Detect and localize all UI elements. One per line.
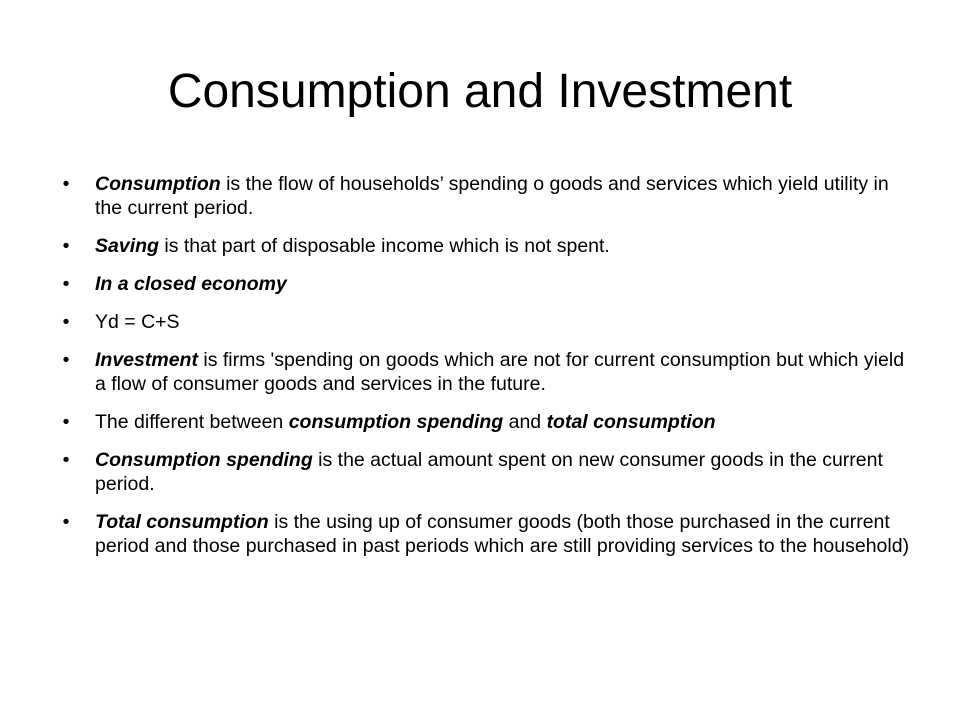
bullet-icon: • [62,411,70,433]
bullet-item [62,172,912,220]
bullet-term: Saving [95,235,159,257]
bullet-icon: • [62,173,70,195]
bullet-text: and [503,411,547,433]
bullet-text: is firms 'spending on goods which are not for current consumption but which yield a flow of consumer goods and services in the future. [95,349,905,395]
bullet-icon: • [62,311,70,333]
bullet-item [62,448,912,496]
bullet-term: total consumption [546,411,716,433]
bullet-item [62,272,912,296]
bullet-text: The different between [95,411,289,433]
slide-title: Consumption and Investment [167,65,793,118]
bullet-item [62,348,912,396]
bullet-icon: • [62,449,70,471]
bullet-item [62,310,912,334]
bullet-term: In a closed economy [95,273,287,295]
bullet-text: is that part of disposable income which is not spent. [158,235,610,257]
bullet-list [62,172,912,572]
bullet-text: is the using up of consumer goods (both those purchased in the current period and those purchased in past periods which are still providing services to the household) [95,511,910,557]
bullet-text: is the actual amount spent on new consumer goods in the current period. [95,449,883,495]
bullet-term: Investment [95,349,198,371]
bullet-text: is the flow of households’ spending o goods and services which yield utility in the current period. [95,173,889,219]
bullet-icon: • [62,273,70,295]
bullet-term: consumption spending [288,411,504,433]
bullet-icon: • [62,349,70,371]
bullet-term: Consumption spending [95,449,313,471]
bullet-icon: • [62,235,70,257]
bullet-item [62,410,912,434]
bullet-term: Consumption [95,173,221,195]
bullet-item [62,510,912,558]
bullet-text: Yd = C+S [95,311,180,333]
bullet-term: Total consumption [95,511,269,533]
bullet-item [62,234,912,258]
bullet-icon: • [62,511,70,533]
